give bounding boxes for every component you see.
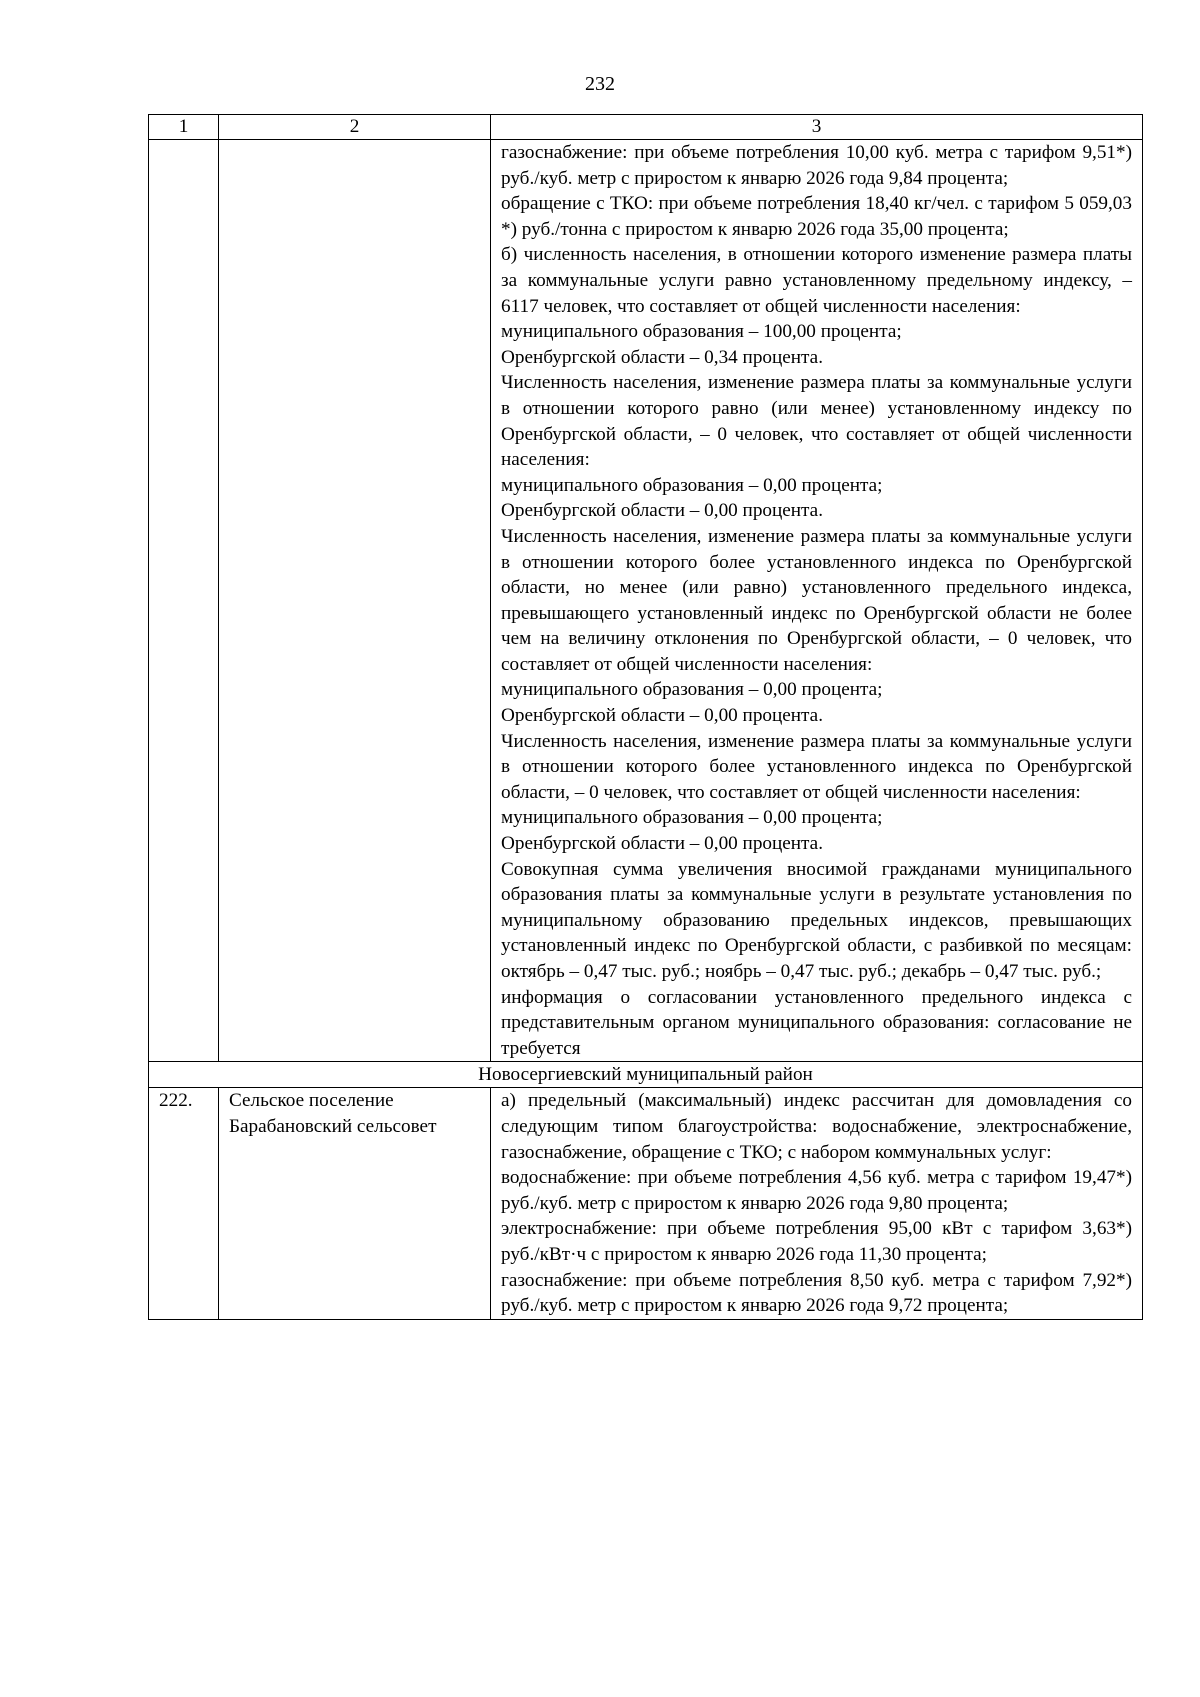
row-number: 222.	[149, 1088, 219, 1319]
paragraph: муниципального образования – 0,00 процента;	[501, 807, 883, 829]
name-cell	[219, 1088, 491, 1319]
number-cell	[149, 140, 219, 1062]
paragraph: газоснабжение: при объеме потребления 10,00 куб. метра с тарифом 9,51*) руб./куб. метр с приростом к январю 2026 года 9,84 процента;	[501, 142, 1132, 189]
column-header-2: 2	[219, 115, 491, 140]
paragraph: муниципального образования – 0,00 процента;	[501, 474, 883, 496]
name-cell	[219, 140, 491, 1062]
paragraph: Оренбургской области – 0,00 процента.	[501, 833, 823, 855]
paragraph: газоснабжение: при объеме потребления 8,50 куб. метра с тарифом 7,92*) руб./куб. метр с приростом к январю 2026 года 9,72 процента;	[501, 1269, 1132, 1317]
column-header-3: 3	[491, 115, 1143, 140]
paragraph: Оренбургской области – 0,34 процента.	[501, 346, 823, 368]
description-cell	[491, 1088, 1143, 1319]
settlement-name-line1: Сельское поселение	[229, 1090, 394, 1112]
paragraph: Численность населения, изменение размера платы за коммунальные услуги в отношении которого равно (или менее) установленному индексу по Оренбургской области, – 0 человек, что составляет от общей численности населения:	[501, 372, 1132, 471]
paragraph: а) предельный (максимальный) индекс рассчитан для домовладения со следующим типом благоустройства: водоснабжение, электроснабжение, газоснабжение, обращение с ТКО; с набором коммунальных услуг:	[501, 1090, 1132, 1163]
data-table	[148, 114, 1143, 1320]
paragraph: Численность населения, изменение размера платы за коммунальные услуги в отношении которого более установленного индекса по Оренбургской области, – 0 человек, что составляет от общей численности населения:	[501, 730, 1132, 803]
table-row-222	[149, 1088, 1143, 1319]
paragraph: водоснабжение: при объеме потребления 4,56 куб. метра с тарифом 19,47*) руб./куб. метр с приростом к январю 2026 года 9,80 процента;	[501, 1167, 1132, 1214]
table-row-continued	[149, 140, 1143, 1062]
paragraph: б) численность населения, в отношении которого изменение размера платы за коммунальные услуги равно установленному предельному индексу, – 6117 человек, что составляет от общей численности населения:	[501, 244, 1132, 317]
paragraph: обращение с ТКО: при объеме потребления 18,40 кг/чел. с тарифом 5 059,03 *) руб./тонна с приростом к январю 2026 года 35,00 процента;	[501, 193, 1132, 240]
paragraph: муниципального образования – 100,00 процента;	[501, 321, 902, 343]
column-header-1: 1	[149, 115, 219, 140]
description-cell	[491, 140, 1143, 1062]
section-title: Новосергиевский муниципальный район	[149, 1062, 1143, 1088]
section-row	[149, 1062, 1143, 1088]
paragraph: Оренбургской области – 0,00 процента.	[501, 500, 823, 522]
paragraph: электроснабжение: при объеме потребления 95,00 кВт с тарифом 3,63*) руб./кВт·ч с приростом к январю 2026 года 11,30 процента;	[501, 1218, 1132, 1265]
paragraph: Совокупная сумма увеличения вносимой гражданами муниципального образования платы за коммунальные услуги в результате установления по муниципальному образованию предельных индексов, превышающих установленный индекс по Оренбургской области, с разбивкой по месяцам: октябрь – 0,47 тыс. руб.; ноябрь – 0,47 тыс. руб.; декабрь – 0,47 тыс. руб.;	[501, 858, 1132, 982]
paragraph: муниципального образования – 0,00 процента;	[501, 679, 883, 701]
paragraph: Оренбургской области – 0,00 процента.	[501, 705, 823, 727]
settlement-name-line2: Барабановский сельсовет	[229, 1115, 437, 1137]
paragraph: информация о согласовании установленного предельного индекса с представительным органом муниципального образования: согласование не требуется	[501, 986, 1132, 1059]
paragraph: Численность населения, изменение размера платы за коммунальные услуги в отношении которого более установленного индекса по Оренбургской области, но менее (или равно) установленного предельного индекса, превышающего установленный индекс по Оренбургской области не более чем на величину отклонения по Оренбургской области, – 0 человек, что составляет от общей численности населения:	[501, 525, 1132, 675]
table-header-row	[149, 115, 1143, 140]
page-number: 232	[585, 73, 615, 95]
